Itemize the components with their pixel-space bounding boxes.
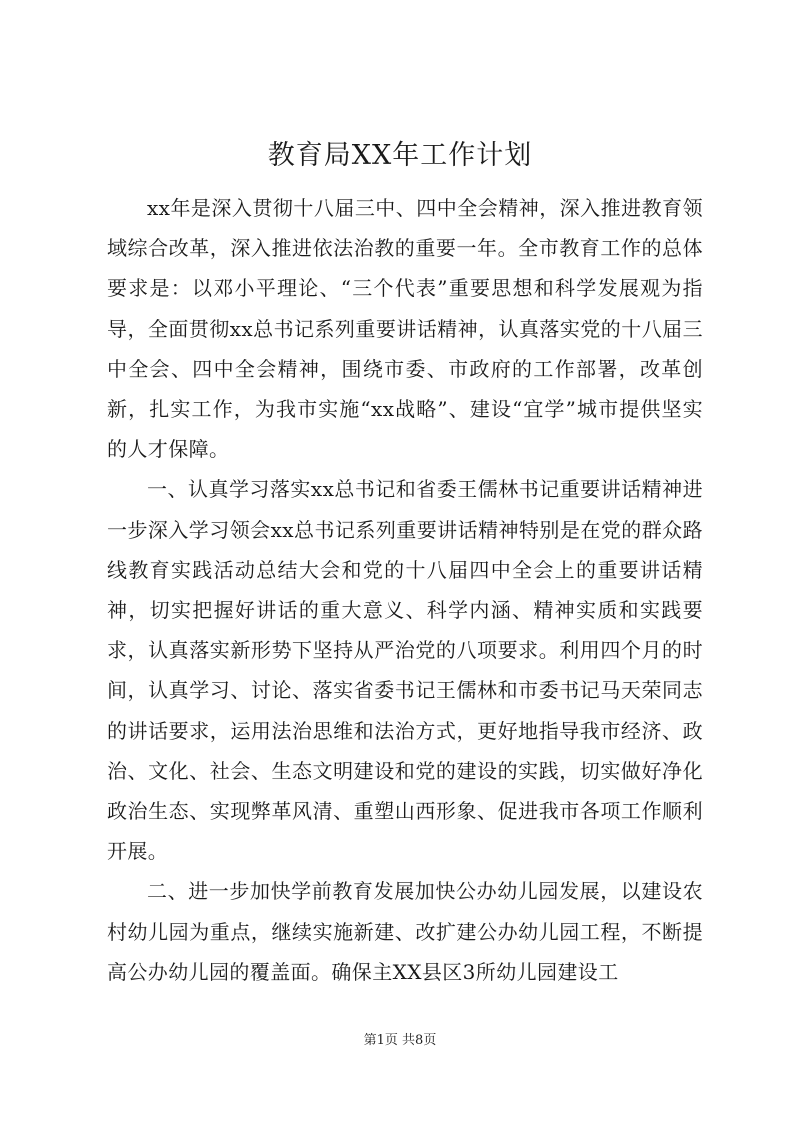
paragraph-section-1: 一、认真学习落实xx总书记和省委王儒林书记重要讲话精神进一步深入学习领会xx总书记系列重要讲话精神特别是在党的群众路线教育实践活动总结大会和党的十八届四中全会上的重要讲话精神，切实把握好讲话的重大意义、科学内涵、精神实质和实践要求，认真落实新形势下坚持从严治党的八项要求。利用四个月的时间，认真学习、讨论、落实省委书记王儒林和市委书记马天荣同志的讲话要求，运用法治思维和法治方式，更好地指导我市经济、政治、文化、社会、生态文明建设和党的建设的实践，切实做好净化政治生态、实现弊革风清、重塑山西形象、促进我市各项工作顺利开展。 <box>107 477 703 864</box>
paragraph-intro: xx年是深入贯彻十八届三中、四中全会精神，深入推进教育领域综合改革，深入推进依法治教的重要一年。全市教育工作的总体要求是：以邓小平理论、“三个代表”重要思想和科学发展观为指导，全面贯彻xx总书记系列重要讲话精神，认真落实党的十八届三中全会、四中全会精神，围绕市委、市政府的工作部署，改革创新，扎实工作，为我市实施“xx战略”、建设“宜学”城市提供坚实的人才保障。 <box>107 196 703 462</box>
document-body <box>107 188 703 992</box>
page-number-footer: 第1页 共8页 <box>363 1033 437 1048</box>
paragraph-section-2: 二、进一步加快学前教育发展加快公办幼儿园发展，以建设农村幼儿园为重点，继续实施新建、改扩建公办幼儿园工程，不断提高公办幼儿园的覆盖面。确保主XX县区3所幼儿园建设工 <box>107 879 703 984</box>
document-title: 教育局XX年工作计划 <box>267 140 533 171</box>
